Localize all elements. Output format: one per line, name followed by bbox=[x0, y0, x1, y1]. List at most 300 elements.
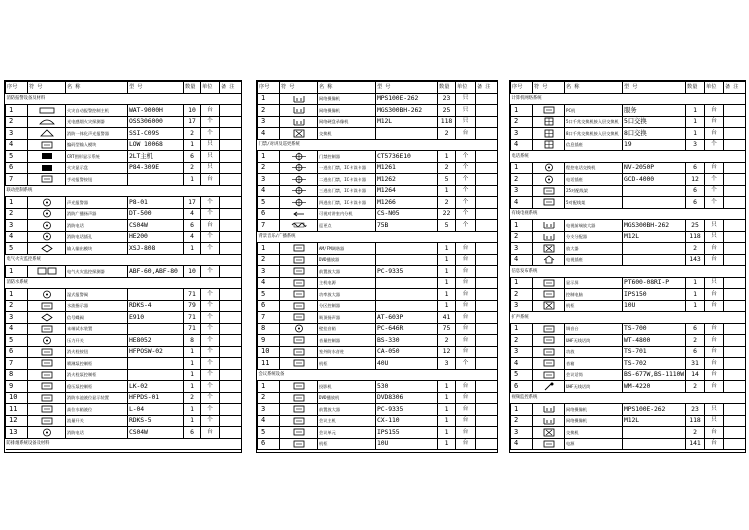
cell-symbol bbox=[28, 404, 66, 416]
cell-name: 可视对讲室内分机 bbox=[318, 208, 376, 220]
cell-no: 7 bbox=[6, 174, 28, 186]
section-header-row bbox=[511, 392, 746, 404]
cell-note bbox=[724, 243, 746, 255]
cell-symbol bbox=[280, 346, 318, 358]
cell-no: 2 bbox=[511, 415, 533, 427]
cell-name: 音量控制器 bbox=[318, 335, 376, 347]
cell-qty: 5 bbox=[438, 220, 456, 232]
cell-symbol bbox=[28, 369, 66, 381]
cell-note bbox=[476, 346, 498, 358]
cell-note bbox=[476, 323, 498, 335]
cell-note bbox=[476, 151, 498, 163]
cell-qty: 6 bbox=[686, 346, 705, 358]
table-row bbox=[511, 323, 746, 335]
box-icon bbox=[41, 371, 53, 379]
table-row bbox=[258, 438, 498, 450]
table-row bbox=[258, 415, 498, 427]
cell-note bbox=[476, 174, 498, 186]
cell-unit: 台 bbox=[456, 266, 476, 278]
box-icon bbox=[293, 440, 305, 448]
header-symbol: 符 号 bbox=[533, 82, 565, 94]
cell-name: 消防电话 bbox=[66, 427, 128, 439]
cell-qty: 3 bbox=[438, 358, 456, 370]
header-name: 名 称 bbox=[565, 82, 623, 94]
cell-qty: 2 bbox=[686, 243, 705, 255]
cell-symbol bbox=[280, 151, 318, 163]
cell-symbol bbox=[533, 254, 565, 266]
cell-unit: 个 bbox=[456, 174, 476, 186]
table-row bbox=[6, 105, 242, 117]
cell-name: CRT图形显示系统 bbox=[66, 151, 128, 163]
cell-no: 8 bbox=[6, 369, 28, 381]
cell-model: 10U bbox=[376, 438, 438, 450]
cell-model: LK-02 bbox=[128, 381, 184, 393]
box-icon bbox=[543, 348, 555, 356]
cell-note bbox=[476, 381, 498, 393]
circle-icon bbox=[42, 290, 52, 299]
cell-symbol bbox=[280, 392, 318, 404]
cell-name: 手动报警按钮 bbox=[66, 174, 128, 186]
cell-note bbox=[476, 300, 498, 312]
cell-name: 会议主机 bbox=[318, 415, 376, 427]
cell-model: XSJ-808 bbox=[128, 243, 184, 255]
cell-symbol bbox=[280, 174, 318, 186]
cell-symbol bbox=[280, 208, 318, 220]
table-row bbox=[6, 427, 242, 439]
cell-name: 调音台 bbox=[565, 323, 623, 335]
cell-qty: 1 bbox=[438, 277, 456, 289]
section-title: 电话系统 bbox=[511, 151, 746, 163]
box-icon bbox=[41, 359, 53, 367]
cell-unit: 个 bbox=[201, 381, 220, 393]
cell-model: M1266 bbox=[376, 197, 438, 209]
cell-symbol bbox=[280, 254, 318, 266]
table-row bbox=[6, 197, 242, 209]
cell-note bbox=[724, 254, 746, 266]
cell-name: 会议话筒 bbox=[565, 369, 623, 381]
cell-symbol bbox=[533, 185, 565, 197]
header-name: 名 称 bbox=[318, 82, 376, 94]
table-row bbox=[258, 243, 498, 255]
cell-no: 2 bbox=[6, 300, 28, 312]
cell-qty: 41 bbox=[438, 312, 456, 324]
box-icon bbox=[293, 290, 305, 298]
cell-unit: 台 bbox=[456, 277, 476, 289]
cell-no: 5 bbox=[6, 243, 28, 255]
cell-name: 网络硬盘录像机 bbox=[318, 116, 376, 128]
cell-name: 交换机 bbox=[565, 427, 623, 439]
cell-unit: 台 bbox=[456, 128, 476, 140]
cell-model: RDKS-4 bbox=[128, 300, 184, 312]
cell-name: 消防水池液位显示装置 bbox=[66, 392, 128, 404]
cell-model bbox=[376, 128, 438, 140]
cross-icon bbox=[291, 152, 307, 161]
table-row bbox=[258, 277, 498, 289]
cell-unit: 个 bbox=[201, 323, 220, 335]
box-icon bbox=[41, 348, 53, 356]
cell-qty: 1 bbox=[438, 415, 456, 427]
section-header-row bbox=[511, 312, 746, 324]
cell-symbol bbox=[28, 197, 66, 209]
cell-unit: 台 bbox=[705, 381, 724, 393]
table-row bbox=[511, 139, 746, 151]
table-row bbox=[258, 404, 498, 416]
cell-symbol bbox=[280, 128, 318, 140]
cell-model: PC-646R bbox=[376, 323, 438, 335]
cell-name: 巡更点 bbox=[318, 220, 376, 232]
cell-unit: 台 bbox=[705, 369, 724, 381]
table-row bbox=[258, 300, 498, 312]
cell-symbol bbox=[280, 300, 318, 312]
section-title: 电气火灾监控系统 bbox=[6, 254, 242, 266]
cell-name: 消火栓按钮 bbox=[66, 346, 128, 358]
cell-model: LOW 10068 bbox=[128, 139, 184, 151]
cell-symbol bbox=[28, 139, 66, 151]
cell-model: AT-603P bbox=[376, 312, 438, 324]
circle-icon bbox=[42, 221, 52, 230]
cell-name: 吸顶扬声器 bbox=[318, 312, 376, 324]
cell-model: DT-500 bbox=[128, 208, 184, 220]
table-row bbox=[6, 369, 242, 381]
cell-note bbox=[724, 404, 746, 416]
cell-model: 19 bbox=[623, 139, 686, 151]
cell-qty: 2 bbox=[184, 128, 201, 140]
cell-name: 火灾显示盘 bbox=[66, 162, 128, 174]
cell-symbol bbox=[533, 128, 565, 140]
cell-name: 光电感烟火灾探测器 bbox=[66, 116, 128, 128]
cell-model: DVD8306 bbox=[376, 392, 438, 404]
cell-unit: 台 bbox=[201, 174, 220, 186]
cell-no: 3 bbox=[258, 174, 280, 186]
cell-symbol bbox=[533, 289, 565, 301]
cell-unit: 台 bbox=[201, 427, 220, 439]
cell-qty: 1 bbox=[438, 266, 456, 278]
cell-note bbox=[476, 197, 498, 209]
cell-symbol bbox=[28, 381, 66, 393]
cell-model: CX-110 bbox=[376, 415, 438, 427]
cell-symbol bbox=[280, 312, 318, 324]
table-row bbox=[6, 358, 242, 370]
header-note: 备 注 bbox=[724, 82, 746, 94]
cell-model: P8-01 bbox=[128, 197, 184, 209]
cell-name: 音箱 bbox=[565, 358, 623, 370]
tv-icon bbox=[542, 233, 556, 241]
cell-name: DVD播放器 bbox=[318, 254, 376, 266]
table-row bbox=[258, 392, 498, 404]
header-no: 序号 bbox=[6, 82, 28, 94]
box-icon bbox=[293, 405, 305, 413]
table-row bbox=[6, 220, 242, 232]
cell-name: 消防电话 bbox=[66, 220, 128, 232]
cell-qty: 23 bbox=[686, 404, 705, 416]
cell-model bbox=[623, 254, 686, 266]
cell-qty: 1 bbox=[438, 392, 456, 404]
table-body bbox=[511, 93, 746, 450]
cell-no: 7 bbox=[258, 220, 280, 232]
section-header-row bbox=[258, 369, 498, 381]
circle-icon bbox=[42, 232, 52, 241]
cell-unit: 台 bbox=[456, 404, 476, 416]
cell-model: WM-4220 bbox=[623, 381, 686, 393]
diamond-icon bbox=[41, 313, 53, 322]
cell-symbol bbox=[280, 243, 318, 255]
cell-qty: 1 bbox=[438, 289, 456, 301]
cell-unit: 个 bbox=[705, 174, 724, 186]
cell-qty: 12 bbox=[686, 174, 705, 186]
cell-symbol bbox=[28, 358, 66, 370]
cell-no: 7 bbox=[6, 358, 28, 370]
cell-symbol bbox=[280, 289, 318, 301]
box-icon bbox=[293, 348, 305, 356]
cell-symbol bbox=[280, 335, 318, 347]
table-row bbox=[6, 392, 242, 404]
cell-name: 门禁控制器 bbox=[318, 151, 376, 163]
cell-no: 2 bbox=[511, 231, 533, 243]
cell-note bbox=[724, 358, 746, 370]
cell-qty: 1 bbox=[686, 277, 705, 289]
table-row bbox=[258, 323, 498, 335]
cell-name: 网络摄像机 bbox=[318, 105, 376, 117]
cell-model: MGS300BH-262 bbox=[376, 105, 438, 117]
cell-symbol bbox=[280, 438, 318, 450]
table-row bbox=[6, 323, 242, 335]
table-row bbox=[511, 243, 746, 255]
cell-qty: 118 bbox=[686, 231, 705, 243]
cell-qty: 2 bbox=[686, 335, 705, 347]
cell-no: 4 bbox=[258, 185, 280, 197]
cell-qty: 75 bbox=[438, 323, 456, 335]
cell-name: DVD播放机 bbox=[318, 392, 376, 404]
cell-note bbox=[724, 323, 746, 335]
section-title: 有线电视系统 bbox=[511, 208, 746, 220]
table-row bbox=[6, 139, 242, 151]
cell-no: 4 bbox=[511, 254, 533, 266]
cell-qty: 79 bbox=[184, 300, 201, 312]
cell-model bbox=[376, 289, 438, 301]
cell-qty: 1 bbox=[438, 254, 456, 266]
table-row bbox=[258, 208, 498, 220]
table-row bbox=[511, 254, 746, 266]
cell-qty: 118 bbox=[438, 116, 456, 128]
cell-no: 4 bbox=[258, 277, 280, 289]
cell-qty: 118 bbox=[686, 415, 705, 427]
table-row bbox=[511, 335, 746, 347]
cell-name: UHF无线话筒 bbox=[565, 335, 623, 347]
table-row bbox=[258, 346, 498, 358]
triangle-icon bbox=[40, 129, 54, 137]
cell-qty: 2 bbox=[438, 128, 456, 140]
cell-model bbox=[623, 427, 686, 439]
cell-model: TS-702 bbox=[623, 358, 686, 370]
table-row bbox=[511, 289, 746, 301]
box-icon bbox=[293, 394, 305, 402]
cell-qty: 23 bbox=[438, 93, 456, 105]
cell-model bbox=[128, 369, 184, 381]
cell-symbol bbox=[280, 197, 318, 209]
cell-model: 8口交换 bbox=[623, 128, 686, 140]
cell-note bbox=[724, 220, 746, 232]
cell-model bbox=[128, 289, 184, 301]
box-icon bbox=[543, 371, 555, 379]
cell-no: 3 bbox=[511, 427, 533, 439]
cell-qty: 71 bbox=[184, 312, 201, 324]
cell-unit: 个 bbox=[705, 139, 724, 151]
cell-model bbox=[623, 243, 686, 255]
cell-symbol bbox=[28, 243, 66, 255]
hourglass-icon bbox=[543, 428, 555, 437]
cell-symbol bbox=[280, 266, 318, 278]
cell-symbol bbox=[28, 105, 66, 117]
section-header-row bbox=[511, 151, 746, 163]
cell-symbol bbox=[533, 346, 565, 358]
table-row bbox=[258, 220, 498, 232]
cell-name: 功率放大器 bbox=[318, 289, 376, 301]
cell-model: NV-2050P bbox=[623, 162, 686, 174]
box-icon bbox=[293, 244, 305, 252]
box-icon bbox=[543, 279, 555, 287]
box-icon bbox=[293, 382, 305, 390]
cell-name: 末端试水装置 bbox=[66, 323, 128, 335]
section-header-row bbox=[6, 277, 242, 289]
table-row bbox=[511, 300, 746, 312]
cell-qty: 1 bbox=[184, 358, 201, 370]
tv-icon bbox=[292, 106, 306, 114]
header-no: 序号 bbox=[258, 82, 280, 94]
cell-symbol bbox=[28, 128, 66, 140]
cell-no: 1 bbox=[6, 289, 28, 301]
cell-name: 消火栓泵控制柜 bbox=[66, 369, 128, 381]
cell-no: 4 bbox=[6, 323, 28, 335]
table-row bbox=[511, 427, 746, 439]
cell-name: 声光报警器 bbox=[66, 197, 128, 209]
house-icon bbox=[543, 255, 555, 264]
cell-unit: 只 bbox=[705, 220, 724, 232]
section-title: 消防报警设备及材料 bbox=[6, 93, 242, 105]
header-no: 序号 bbox=[511, 82, 533, 94]
cell-name: 主机电源 bbox=[318, 277, 376, 289]
table-row bbox=[6, 116, 242, 128]
cell-unit: 个 bbox=[201, 335, 220, 347]
cell-note bbox=[220, 266, 242, 278]
cell-no: 6 bbox=[511, 381, 533, 393]
box-icon bbox=[293, 279, 305, 287]
table-body bbox=[6, 93, 242, 450]
cell-qty: 1 bbox=[438, 438, 456, 450]
cell-name: 信号蝶阀 bbox=[66, 312, 128, 324]
cell-symbol bbox=[533, 369, 565, 381]
cell-symbol bbox=[28, 312, 66, 324]
cell-unit: 只 bbox=[705, 277, 724, 289]
cell-unit: 只 bbox=[705, 231, 724, 243]
equipment-table-left bbox=[4, 80, 242, 453]
table-row bbox=[258, 174, 498, 186]
cell-no: 1 bbox=[6, 105, 28, 117]
cell-note bbox=[724, 139, 746, 151]
cell-name: 输入输出模块 bbox=[66, 243, 128, 255]
cell-symbol bbox=[280, 358, 318, 370]
section-title: 扩声系统 bbox=[511, 312, 746, 324]
cell-symbol bbox=[280, 415, 318, 427]
cell-no: 1 bbox=[6, 197, 28, 209]
cell-model: CS04W bbox=[128, 220, 184, 232]
cell-no: 4 bbox=[6, 139, 28, 151]
cell-name: 分区控制器 bbox=[318, 300, 376, 312]
cell-model: MPS100E-262 bbox=[376, 93, 438, 105]
cell-unit: 台 bbox=[705, 346, 724, 358]
table-row bbox=[511, 105, 746, 117]
cell-note bbox=[220, 404, 242, 416]
cell-model bbox=[376, 300, 438, 312]
cell-note bbox=[724, 415, 746, 427]
cell-symbol bbox=[28, 174, 66, 186]
cell-symbol bbox=[28, 208, 66, 220]
cell-unit: 台 bbox=[705, 323, 724, 335]
cell-model: 530 bbox=[376, 381, 438, 393]
cell-no: 2 bbox=[511, 289, 533, 301]
cell-unit: 台 bbox=[456, 323, 476, 335]
cell-symbol bbox=[28, 300, 66, 312]
cell-note bbox=[220, 197, 242, 209]
table-row bbox=[6, 243, 242, 255]
cell-symbol bbox=[28, 392, 66, 404]
header-note: 备 注 bbox=[476, 82, 498, 94]
cell-unit: 个 bbox=[201, 231, 220, 243]
cell-qty: 1 bbox=[184, 346, 201, 358]
cell-note bbox=[476, 289, 498, 301]
cell-qty: 2 bbox=[438, 162, 456, 174]
cell-note bbox=[476, 220, 498, 232]
cell-note bbox=[220, 335, 242, 347]
tv-icon bbox=[542, 405, 556, 413]
box-icon bbox=[293, 313, 305, 321]
cell-no: 4 bbox=[511, 358, 533, 370]
cell-qty: 6 bbox=[184, 151, 201, 163]
cell-unit: 台 bbox=[456, 381, 476, 393]
table-row bbox=[6, 346, 242, 358]
cell-symbol bbox=[533, 323, 565, 335]
box-icon bbox=[41, 417, 53, 425]
table-row bbox=[258, 185, 498, 197]
cell-name: 壁挂音箱 bbox=[318, 323, 376, 335]
header-unit: 单位 bbox=[201, 82, 220, 94]
cell-qty: 1 bbox=[184, 404, 201, 416]
table-row bbox=[511, 404, 746, 416]
table-header-row bbox=[258, 82, 498, 94]
cell-unit: 台 bbox=[201, 105, 220, 117]
legend-table bbox=[5, 81, 242, 450]
cell-name: 火灾自动报警控制主机 bbox=[66, 105, 128, 117]
cell-symbol bbox=[533, 335, 565, 347]
table-row bbox=[258, 254, 498, 266]
cell-symbol bbox=[280, 116, 318, 128]
cell-model: M1262 bbox=[376, 174, 438, 186]
cell-note bbox=[724, 116, 746, 128]
cell-name: 电话插座 bbox=[565, 174, 623, 186]
cell-unit: 个 bbox=[201, 208, 220, 220]
header-unit: 单位 bbox=[705, 82, 724, 94]
cell-model: IPS150 bbox=[623, 289, 686, 301]
cell-no: 2 bbox=[258, 392, 280, 404]
cell-no: 5 bbox=[6, 151, 28, 163]
cell-unit: 个 bbox=[201, 266, 220, 278]
cell-qty: 1 bbox=[686, 128, 705, 140]
cell-note bbox=[476, 254, 498, 266]
cell-note bbox=[220, 208, 242, 220]
cell-note bbox=[476, 162, 498, 174]
cell-name: 压力开关 bbox=[66, 335, 128, 347]
box-icon bbox=[41, 141, 53, 149]
cell-note bbox=[220, 151, 242, 163]
